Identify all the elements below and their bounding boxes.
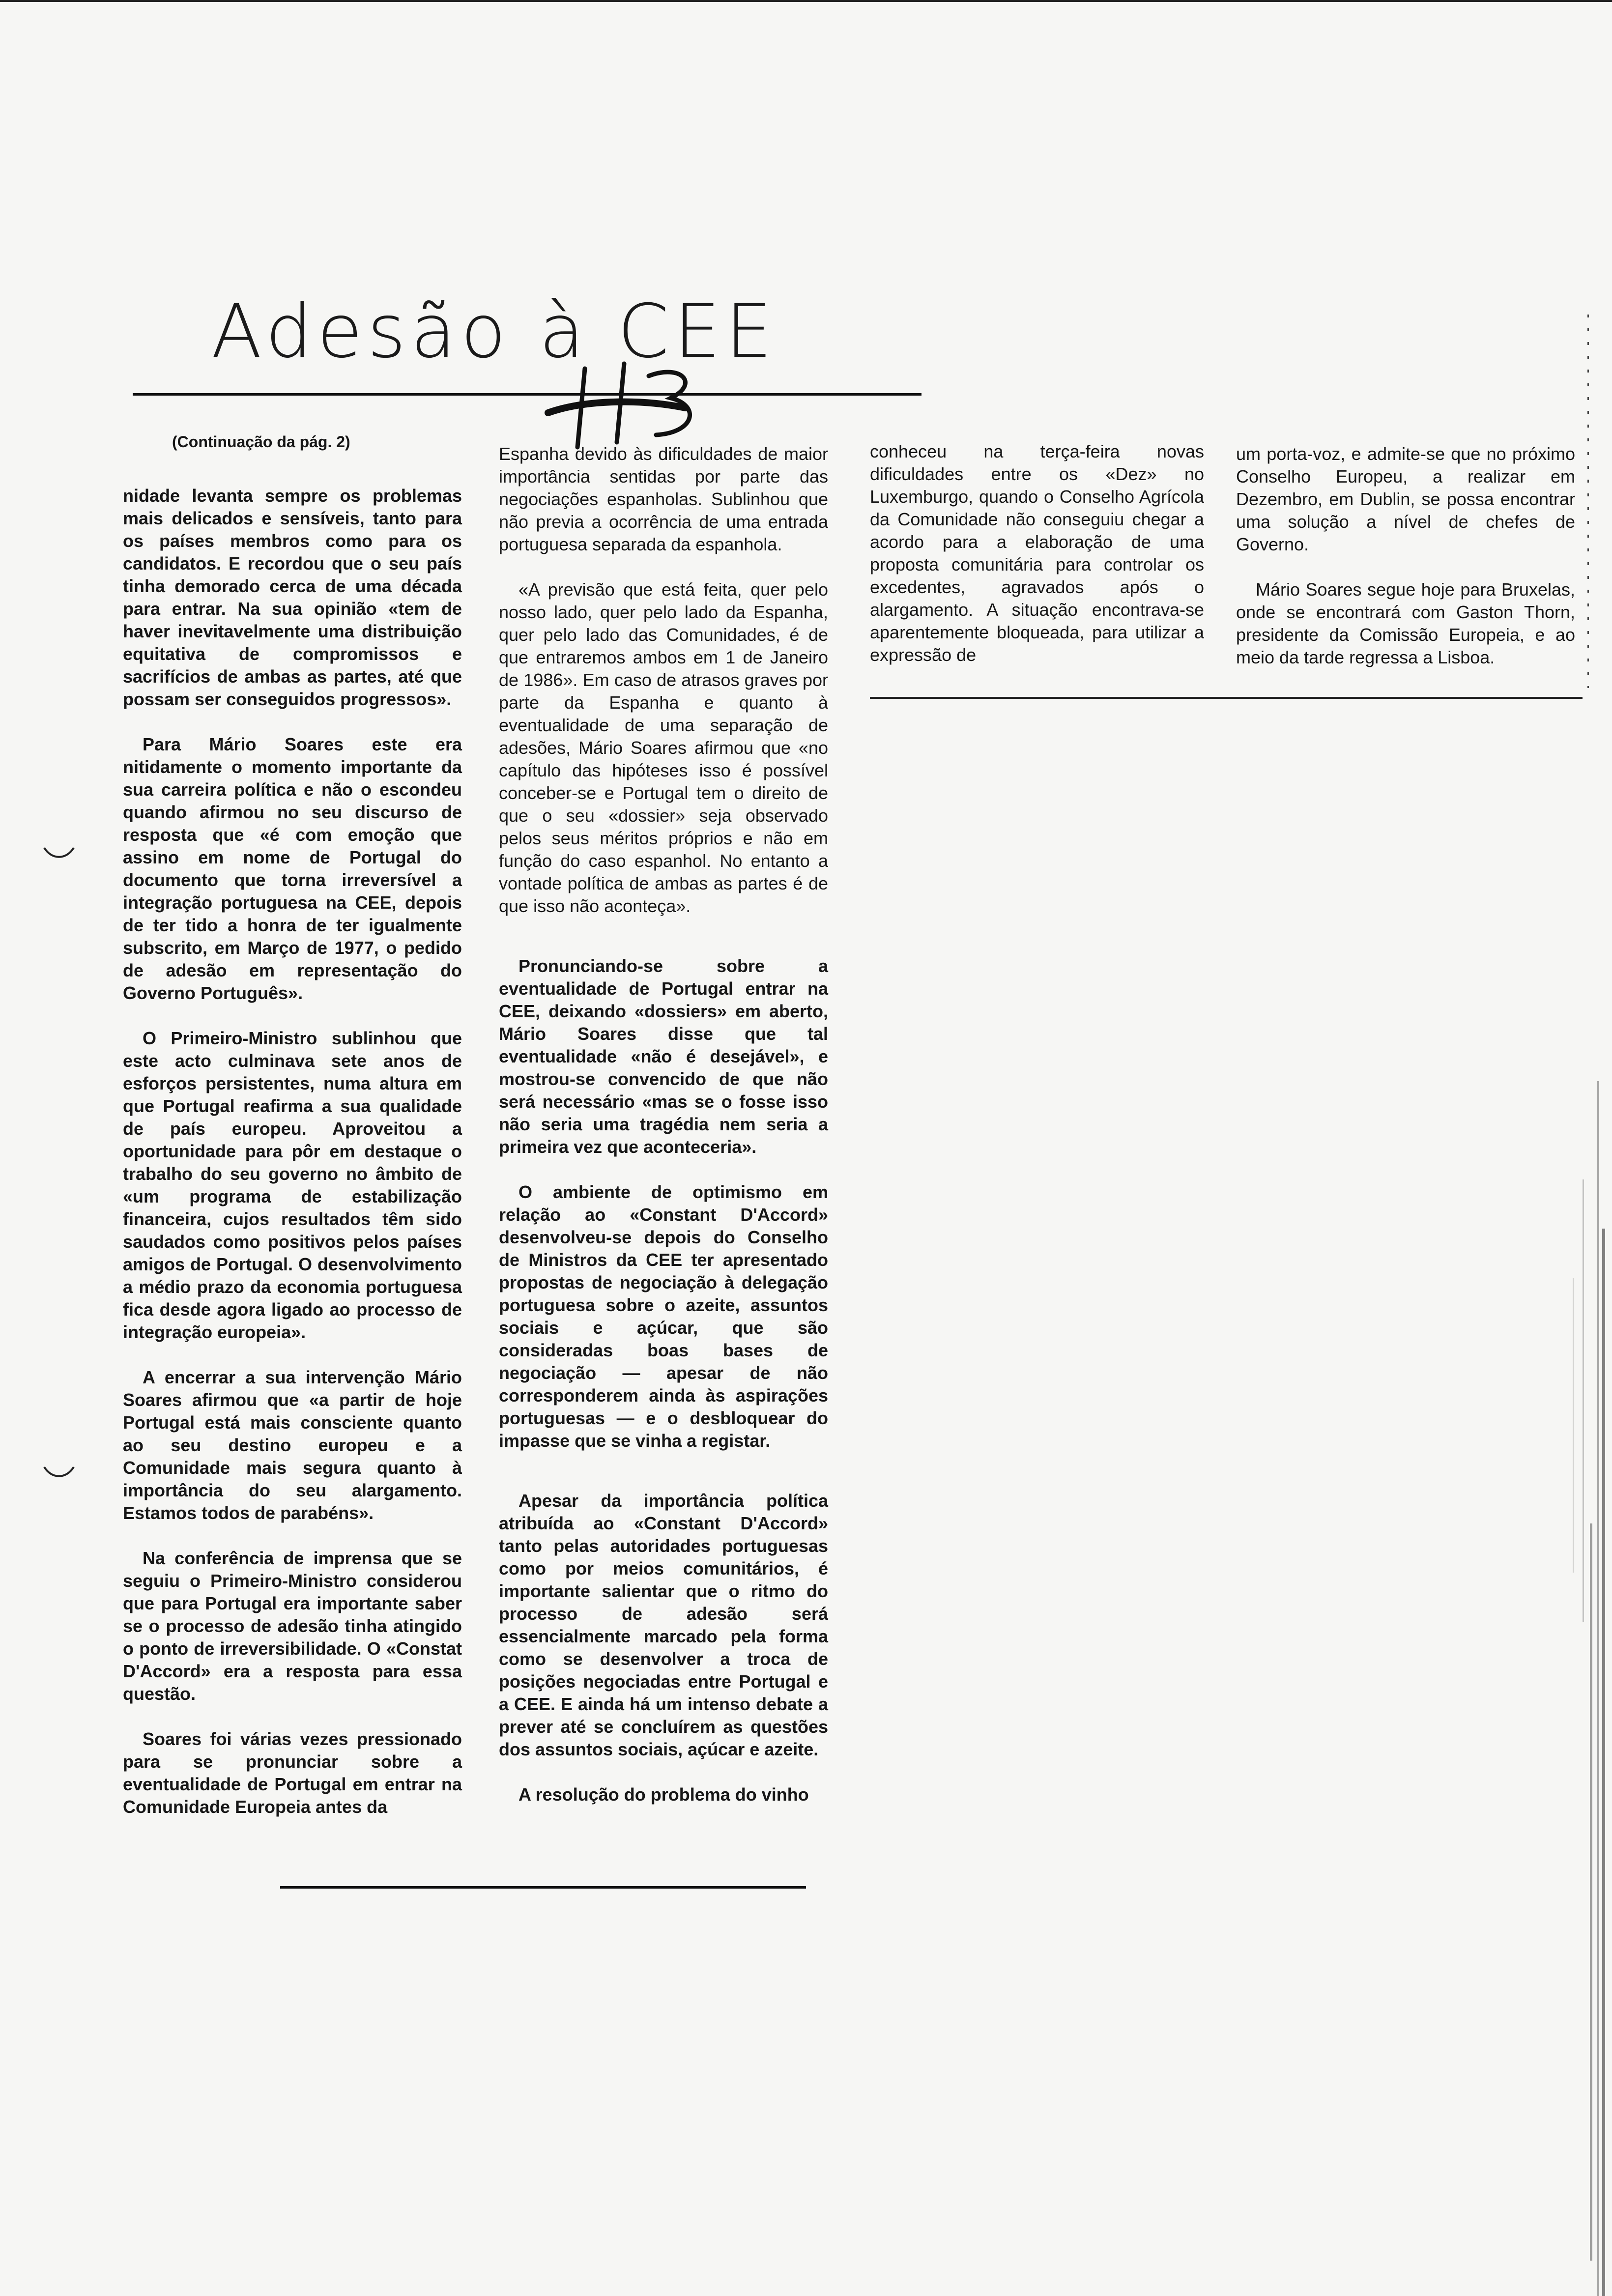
paragraph: Na conferência de imprensa que se seguiu o Primeiro-Ministro considerou que para Portugal era importante saber se o processo de adesão tinha atingido o ponto de irreversibilidade. O «Constat D'Accord» era a resposta para essa questão.	[123, 1548, 462, 1704]
paragraph: Pronunciando-se sobre a eventualidade de Portugal entrar na CEE, deixando «dossiers» em aberto, Mário Soares disse que tal eventualidade «não é desejável», e mostrou-se convencido de que não será necessário «mas se o fosse isso não seria uma tragédia nem seria a primeira vez que aconteceria».	[499, 956, 828, 1157]
article-title: Adesão à CEE	[211, 289, 777, 374]
binder-hole-mark	[42, 1464, 76, 1479]
article-column-4	[1236, 420, 1575, 691]
paragraph: «A previsão que está feita, quer pelo nosso lado, quer pelo lado da Espanha, quer pelo lado das Comunidades, é de que entraremos ambos em 1 de Janeiro de 1986». Em caso de atrasos graves por parte da Espanha e quanto à eventualidade de uma separação de adesões, Mário Soares afirmou que «no capítulo das hipóteses isso é possível conceber-se e Portugal tem o direito de que o seu «dossier» seja observado pelos seus méritos próprios e não em função do caso espanhol. No entanto a vontade política de ambas as partes é de que isso não aconteça».	[499, 579, 828, 916]
column-end-rule	[280, 1886, 806, 1889]
article-column-2	[499, 420, 828, 1829]
paragraph: Espanha devido às dificuldades de maior importância sentidas por parte das negociações espanholas. Sublinhou que não previa a ocorrência de uma entrada portuguesa separada da espanhola.	[499, 444, 828, 554]
continued-label: (Continuação da pág. 2)	[172, 433, 350, 451]
paragraph: Soares foi várias vezes pressionado para se pronunciar sobre a eventualidade de Portugal em entrar na Comunidade Europeia antes da	[123, 1729, 462, 1817]
paragraph: um porta-voz, e admite-se que no próximo Conselho Europeu, a realizar em Dezembro, em Dublin, se possa encontrar uma solução a nível de chefes de Governo.	[1236, 444, 1575, 554]
paragraph: Para Mário Soares este era nitidamente o momento importante da sua carreira política e não o escondeu quando afirmou no seu discurso de resposta que «é com emoção que assino em nome de Portugal do documento que torna irreversível a integração portuguesa na CEE, depois de ter tido a honra de ter igualmente subscrito, em Março de 1977, o pedido de adesão em representação do Governo Português».	[123, 734, 462, 1003]
paragraph: Mário Soares segue hoje para Bruxelas, onde se encontrará com Gaston Thorn, presidente da Comissão Europeia, e ao meio da tarde regressa a Lisboa.	[1236, 579, 1575, 667]
paragraph: Apesar da importância política atribuída ao «Constant D'Accord» tanto pelas autoridades portuguesas como por meios comunitários, é importante salientar que o ritmo do processo de adesão será essencialmente marcado pela forma como se desenvolver a troca de posições negociadas entre Portugal e a CEE. E ainda há um intenso debate a prever até se concluírem as questões dos assuntos sociais, açúcar e azeite.	[499, 1491, 828, 1759]
article-column-3	[870, 418, 1204, 689]
paragraph: O ambiente de optimismo em relação ao «Constant D'Accord» desenvolveu-se depois do Conselho de Ministros da CEE ter apresentado propostas de negociação à delegação portuguesa sobre o azeite, assuntos sociais e açúcar, que são consideradas boas bases de negociação — apesar de não corresponderem ainda às aspirações portuguesas — e o desbloquear do impasse que se vinha a registar.	[499, 1182, 828, 1451]
paragraph: A resolução do problema do vinho	[518, 1784, 809, 1805]
column-end-rule	[870, 697, 1583, 699]
top-rule	[0, 0, 1612, 2]
paragraph: conheceu na terça-feira novas dificuldades entre os «Dez» no Luxemburgo, quando o Conselho Agrícola da Comunidade não conseguiu chegar a acordo para a elaboração de uma proposta comunitária para controlar os excedentes, agravados após o alargamento. A situação encontrava-se aparentemente bloqueada, para utilizar a expressão de	[870, 441, 1204, 665]
binder-hole-mark	[42, 845, 76, 860]
article-column-1	[123, 408, 462, 1841]
scan-edge-noise	[1524, 1081, 1612, 2296]
paragraph: nidade levanta sempre os problemas mais delicados e sensíveis, tanto para os países membros como para os candidatos. E recordou que o seu país tinha demorado cerca de uma década para entrar. Na sua opinião «tem de haver inevitavelmente uma distribuição equitativa de compromissos e sacrifícios de ambas as partes, até que possam ser conseguidos progressos».	[123, 486, 462, 709]
paragraph: O Primeiro-Ministro sublinhou que este acto culminava sete anos de esforços persistentes, numa altura em que Portugal reafirma a sua qualidade de país europeu. Aproveitou a oportunidade para pôr em destaque o trabalho do seu governo no âmbito de «um programa de estabilização financeira, cujos resultados têm sido saudados como positivos pelos países amigos de Portugal. O desenvolvimento a médio prazo da economia portuguesa fica desde agora ligado ao processo de integração europeia».	[123, 1028, 462, 1342]
title-rule	[133, 393, 921, 396]
column-divider	[1587, 315, 1589, 688]
paragraph: A encerrar a sua intervenção Mário Soares afirmou que «a partir de hoje Portugal está mais consciente quanto ao seu destino europeu e a Comunidade mais segura quanto à importância do seu alargamento. Estamos todos de parabéns».	[123, 1367, 462, 1523]
